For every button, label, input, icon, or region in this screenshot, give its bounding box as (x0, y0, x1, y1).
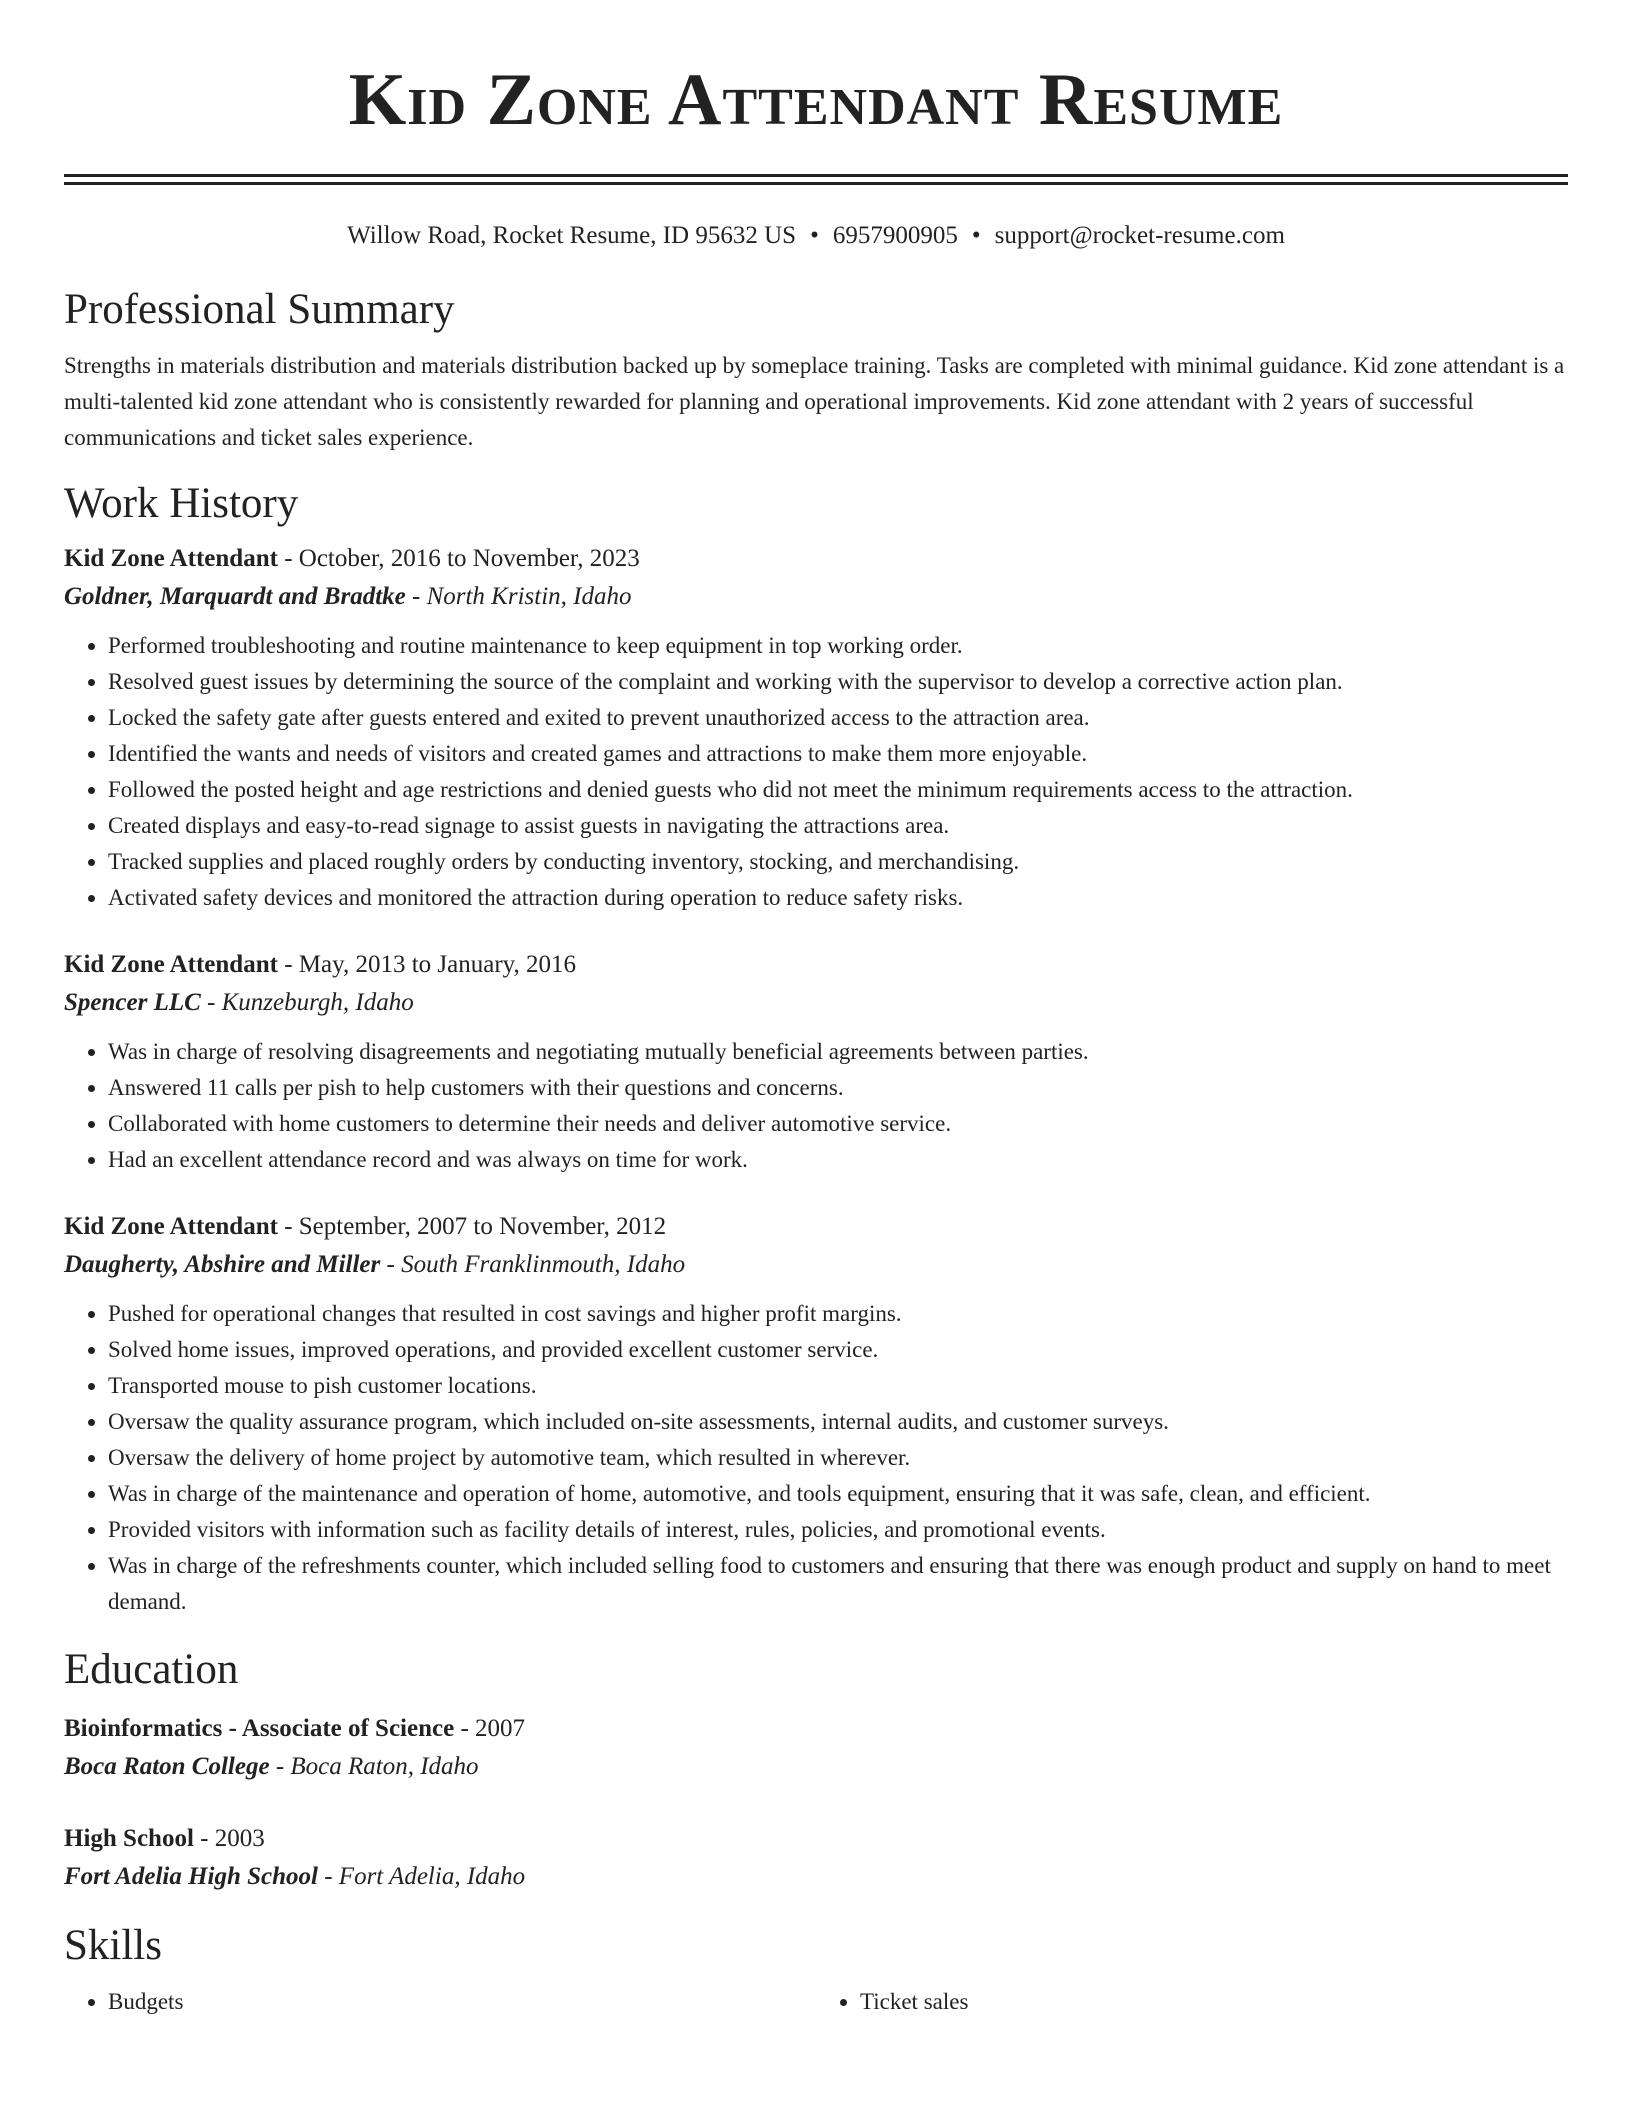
contact-separator: • (810, 222, 819, 249)
job-title-line (64, 540, 1568, 578)
job-entry (64, 1208, 1568, 1620)
job-dates: - September, 2007 to November, 2012 (277, 1213, 667, 1240)
contact-line (64, 220, 1568, 252)
skills-heading: Skills (64, 1922, 162, 1969)
job-company: Goldner, Marquardt and Bradtke (64, 583, 406, 610)
job-org-line (64, 984, 1568, 1022)
education-year: - 2003 (193, 1825, 265, 1852)
job-dates: - October, 2016 to November, 2023 (277, 545, 640, 572)
job-org-line (64, 578, 1568, 616)
education-school: Boca Raton College (64, 1753, 270, 1780)
job-dates: - May, 2013 to January, 2016 (277, 951, 577, 978)
job-bullet: • Collaborated with home customers to determine their needs and deliver automotive service. (108, 1106, 1568, 1142)
job-bullet: • Identified the wants and needs of visitors and created games and attractions to make them more enjoyable. (108, 736, 1568, 772)
job-bullet: • Locked the safety gate after guests entered and exited to prevent unauthorized access to the attraction area. (108, 700, 1568, 736)
job-title: Kid Zone Attendant (64, 1213, 278, 1240)
job-title: Kid Zone Attendant (64, 951, 278, 978)
job-bullet: • Oversaw the quality assurance program, which included on-site assessments, internal audits, and customer surveys. (108, 1404, 1568, 1440)
education-location: - Fort Adelia, Idaho (317, 1863, 526, 1890)
skills-column-right (816, 1984, 1568, 2020)
job-bullets (64, 1034, 1568, 1178)
job-bullets (64, 1296, 1568, 1620)
education-entry (64, 1820, 1568, 1896)
job-location: - South Franklinmouth, Idaho (380, 1251, 686, 1278)
job-title-line (64, 1208, 1568, 1246)
education-school: Fort Adelia High School (64, 1863, 318, 1890)
work-history-heading: Work History (64, 480, 299, 527)
job-bullet: • Provided visitors with information such as facility details of interest, rules, policies, and promotional events. (108, 1512, 1568, 1548)
skill-item: • Budgets (108, 1984, 816, 2020)
summary-text: Strengths in materials distribution and materials distribution backed up by someplace training. Tasks are completed with minimal guidance. Kid zone attendant is a multi-talented kid zone attendant who is consistently rewarded for planning and operational improvements. Kid zone attendant with 2 years of successful communications and ticket sales experience. (64, 353, 1565, 450)
job-bullet: • Was in charge of the maintenance and operation of home, automotive, and tools equipment, ensuring that it was safe, clean, and efficient. (108, 1476, 1568, 1512)
skills-grid (64, 1984, 1568, 2020)
summary-heading: Professional Summary (64, 286, 455, 333)
job-bullet: • Performed troubleshooting and routine maintenance to keep equipment in top working order. (108, 628, 1568, 664)
contact-address: Willow Road, Rocket Resume, ID 95632 US (347, 222, 797, 249)
contact-phone: 6957900905 (832, 222, 958, 249)
job-bullets (64, 628, 1568, 916)
job-bullet: • Tracked supplies and placed roughly orders by conducting inventory, stocking, and merchandising. (108, 844, 1568, 880)
job-bullet: • Pushed for operational changes that resulted in cost savings and higher profit margins. (108, 1296, 1568, 1332)
education-year: - 2007 (454, 1715, 526, 1742)
contact-email: support@rocket-resume.com (994, 222, 1285, 249)
job-bullet: • Oversaw the delivery of home project by automotive team, which resulted in wherever. (108, 1440, 1568, 1476)
job-bullet: • Transported mouse to pish customer locations. (108, 1368, 1568, 1404)
job-title: Kid Zone Attendant (64, 545, 278, 572)
education-degree: Bioinformatics - Associate of Science (64, 1715, 455, 1742)
education-school-line (64, 1748, 1568, 1786)
title-double-rule (64, 174, 1568, 185)
job-title-line (64, 946, 1568, 984)
education-degree-line (64, 1710, 1568, 1748)
job-location: - North Kristin, Idaho (405, 583, 632, 610)
job-bullet: • Was in charge of the refreshments counter, which included selling food to customers and ensuring that there was enough product and supply on hand to meet demand. (108, 1548, 1568, 1620)
education-school-line (64, 1858, 1568, 1896)
job-bullet: • Solved home issues, improved operations, and provided excellent customer service. (108, 1332, 1568, 1368)
education-heading: Education (64, 1646, 239, 1693)
skill-item: • Ticket sales (860, 1984, 1568, 2020)
job-bullet: • Activated safety devices and monitored the attraction during operation to reduce safety risks. (108, 880, 1568, 916)
job-entry (64, 540, 1568, 916)
resume-title: Kid Zone Attendant Resume (348, 59, 1284, 141)
job-bullet: • Was in charge of resolving disagreements and negotiating mutually beneficial agreements between parties. (108, 1034, 1568, 1070)
job-entry (64, 946, 1568, 1178)
skills-column-left (64, 1984, 816, 2020)
education-degree-line (64, 1820, 1568, 1858)
job-company: Daugherty, Abshire and Miller (64, 1251, 381, 1278)
job-company: Spencer LLC (64, 989, 201, 1016)
job-location: - Kunzeburgh, Idaho (200, 989, 414, 1016)
job-bullet: • Created displays and easy-to-read signage to assist guests in navigating the attractions area. (108, 808, 1568, 844)
job-org-line (64, 1246, 1568, 1284)
education-entry (64, 1710, 1568, 1786)
job-bullet: • Answered 11 calls per pish to help customers with their questions and concerns. (108, 1070, 1568, 1106)
job-bullet: • Followed the posted height and age restrictions and denied guests who did not meet the minimum requirements access to the attraction. (108, 772, 1568, 808)
job-bullet: • Resolved guest issues by determining the source of the complaint and working with the supervisor to develop a corrective action plan. (108, 664, 1568, 700)
contact-separator: • (971, 222, 981, 249)
education-degree: High School (64, 1825, 194, 1852)
education-location: - Boca Raton, Idaho (269, 1753, 479, 1780)
job-bullet: • Had an excellent attendance record and was always on time for work. (108, 1142, 1568, 1178)
